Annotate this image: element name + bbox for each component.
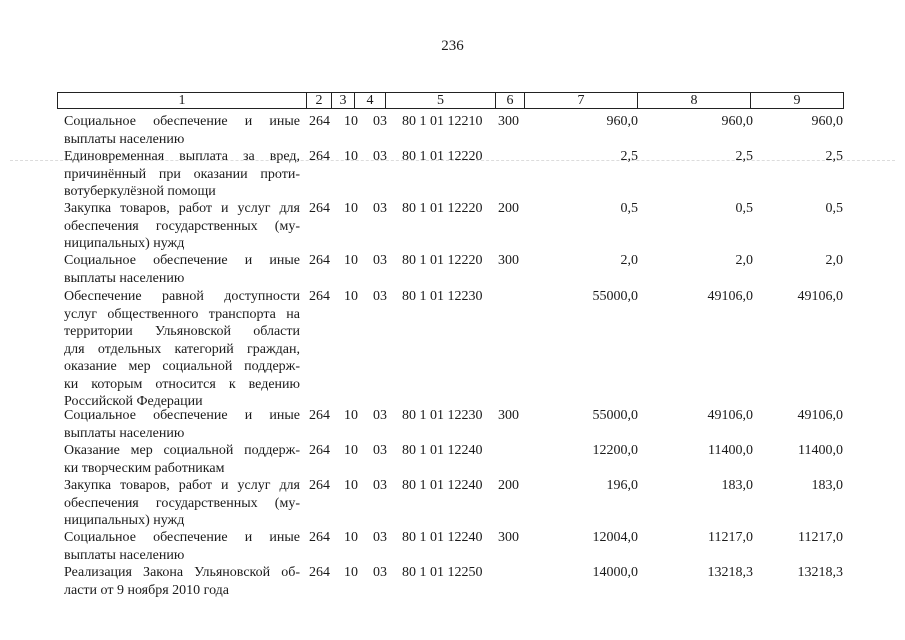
subsection-code: 03 xyxy=(373,149,387,164)
target-article-code: 80 1 01 12240 xyxy=(402,478,483,493)
amount-col-8: 49106,0 xyxy=(707,408,753,423)
row-description xyxy=(64,113,300,148)
amount-col-7: 960,0 xyxy=(606,114,638,129)
amount-col-7: 2,5 xyxy=(620,149,638,164)
amount-col-9: 0,5 xyxy=(825,201,843,216)
amount-col-7: 2,0 xyxy=(620,253,638,268)
target-article-code: 80 1 01 12240 xyxy=(402,530,483,545)
subsection-code: 03 xyxy=(373,408,387,423)
amount-col-7: 55000,0 xyxy=(592,408,638,423)
section-code: 10 xyxy=(344,114,358,129)
description-line: выплаты населению xyxy=(64,425,185,441)
page-number: 236 xyxy=(441,38,464,54)
target-article-code: 80 1 01 12230 xyxy=(402,289,483,304)
amount-col-9: 49106,0 xyxy=(797,408,843,423)
row-description xyxy=(64,148,300,201)
subsection-code: 03 xyxy=(373,253,387,268)
amount-col-7: 12004,0 xyxy=(592,530,638,545)
amount-col-7: 14000,0 xyxy=(592,565,638,580)
section-code: 10 xyxy=(344,201,358,216)
description-line: для отдельных категорий граждан, xyxy=(64,341,300,357)
header-col-7: 7 xyxy=(524,93,637,108)
ministry-code: 264 xyxy=(309,478,330,493)
header-col-1: 1 xyxy=(178,93,186,108)
expense-type-code: 300 xyxy=(498,530,519,545)
header-col-2: 2 xyxy=(306,93,331,108)
section-code: 10 xyxy=(344,408,358,423)
subsection-code: 03 xyxy=(373,443,387,458)
description-line: Реализация Закона Ульяновской об- xyxy=(64,565,300,580)
amount-col-9: 11217,0 xyxy=(798,530,843,545)
amount-col-8: 13218,3 xyxy=(707,565,753,580)
description-line: ки творческим работникам xyxy=(64,460,225,476)
ministry-code: 264 xyxy=(309,114,330,129)
amount-col-8: 11400,0 xyxy=(708,443,753,458)
row-description xyxy=(64,288,300,411)
description-line: выплаты населению xyxy=(64,270,185,286)
expense-type-code: 200 xyxy=(498,478,519,493)
description-line: Социальное обеспечение и иные xyxy=(64,253,300,268)
description-line: выплаты населению xyxy=(64,131,185,147)
amount-col-9: 2,5 xyxy=(825,149,843,164)
target-article-code: 80 1 01 12250 xyxy=(402,565,483,580)
amount-col-8: 2,5 xyxy=(735,149,753,164)
description-line: Социальное обеспечение и иные xyxy=(64,530,300,545)
description-line: выплаты населению xyxy=(64,547,185,563)
section-code: 10 xyxy=(344,149,358,164)
header-col-6: 6 xyxy=(495,93,524,108)
expense-type-code: 300 xyxy=(498,408,519,423)
section-code: 10 xyxy=(344,530,358,545)
ministry-code: 264 xyxy=(309,530,330,545)
description-line: ласти от 9 ноября 2010 года xyxy=(64,582,230,598)
header-col-5: 5 xyxy=(385,93,495,108)
section-code: 10 xyxy=(344,478,358,493)
row-description xyxy=(64,407,300,442)
table-header xyxy=(57,92,844,109)
description-line: причинённый при оказании проти- xyxy=(64,166,300,182)
amount-col-7: 196,0 xyxy=(606,478,638,493)
ministry-code: 264 xyxy=(309,149,330,164)
ministry-code: 264 xyxy=(309,408,330,423)
subsection-code: 03 xyxy=(373,289,387,304)
description-line: территории Ульяновской области xyxy=(64,324,300,339)
subsection-code: 03 xyxy=(373,478,387,493)
description-line: Оказание мер социальной поддерж- xyxy=(64,443,300,458)
amount-col-8: 2,0 xyxy=(735,253,753,268)
amount-col-8: 960,0 xyxy=(721,114,753,129)
amount-col-7: 12200,0 xyxy=(592,443,638,458)
description-line: обеспечения государственных (му- xyxy=(64,495,300,511)
amount-col-9: 11400,0 xyxy=(798,443,843,458)
target-article-code: 80 1 01 12240 xyxy=(402,443,483,458)
target-article-code: 80 1 01 12220 xyxy=(402,253,483,268)
target-article-code: 80 1 01 12210 xyxy=(402,114,483,129)
expense-type-code: 300 xyxy=(498,114,519,129)
amount-col-9: 960,0 xyxy=(811,114,843,129)
description-line: Российской Федерации xyxy=(64,394,203,409)
row-description xyxy=(64,200,300,253)
description-line: вотуберкулёзной помощи xyxy=(64,184,216,199)
subsection-code: 03 xyxy=(373,565,387,580)
description-line: ки которым относится к ведению xyxy=(64,376,300,392)
header-col-4: 4 xyxy=(354,93,385,108)
header-col-3: 3 xyxy=(331,93,354,108)
amount-col-9: 13218,3 xyxy=(797,565,843,580)
description-line: Социальное обеспечение и иные xyxy=(64,408,300,423)
target-article-code: 80 1 01 12230 xyxy=(402,408,483,423)
description-line: Обеспечение равной доступности xyxy=(64,289,300,304)
row-description xyxy=(64,442,300,477)
amount-col-8: 49106,0 xyxy=(707,289,753,304)
header-col-8: 8 xyxy=(637,93,750,108)
section-code: 10 xyxy=(344,565,358,580)
expense-type-code: 300 xyxy=(498,253,519,268)
expense-type-code: 200 xyxy=(498,201,519,216)
amount-col-9: 2,0 xyxy=(825,253,843,268)
description-line: Закупка товаров, работ и услуг для xyxy=(64,478,300,493)
amount-col-7: 55000,0 xyxy=(592,289,638,304)
description-line: оказание мер социальной поддерж- xyxy=(64,359,300,374)
description-line: ниципальных) нужд xyxy=(64,513,185,528)
amount-col-8: 0,5 xyxy=(735,201,753,216)
target-article-code: 80 1 01 12220 xyxy=(402,149,483,164)
subsection-code: 03 xyxy=(373,530,387,545)
amount-col-9: 49106,0 xyxy=(797,289,843,304)
description-line: ниципальных) нужд xyxy=(64,236,185,251)
description-line: Закупка товаров, работ и услуг для xyxy=(64,201,300,216)
description-line: обеспечения государственных (му- xyxy=(64,218,300,234)
subsection-code: 03 xyxy=(373,114,387,129)
description-line: Единовременная выплата за вред, xyxy=(64,149,300,164)
section-code: 10 xyxy=(344,289,358,304)
amount-col-7: 0,5 xyxy=(620,201,638,216)
ministry-code: 264 xyxy=(309,443,330,458)
amount-col-8: 183,0 xyxy=(721,478,753,493)
row-description xyxy=(64,252,300,287)
ministry-code: 264 xyxy=(309,565,330,580)
row-description xyxy=(64,564,300,599)
section-code: 10 xyxy=(344,443,358,458)
description-line: Социальное обеспечение и иные xyxy=(64,114,300,129)
amount-col-8: 11217,0 xyxy=(708,530,753,545)
section-code: 10 xyxy=(344,253,358,268)
ministry-code: 264 xyxy=(309,289,330,304)
subsection-code: 03 xyxy=(373,201,387,216)
ministry-code: 264 xyxy=(309,201,330,216)
header-col-9: 9 xyxy=(750,93,843,108)
row-description xyxy=(64,529,300,564)
target-article-code: 80 1 01 12220 xyxy=(402,201,483,216)
amount-col-9: 183,0 xyxy=(811,478,843,493)
row-description xyxy=(64,477,300,530)
ministry-code: 264 xyxy=(309,253,330,268)
description-line: услуг общественного транспорта на xyxy=(64,306,300,322)
